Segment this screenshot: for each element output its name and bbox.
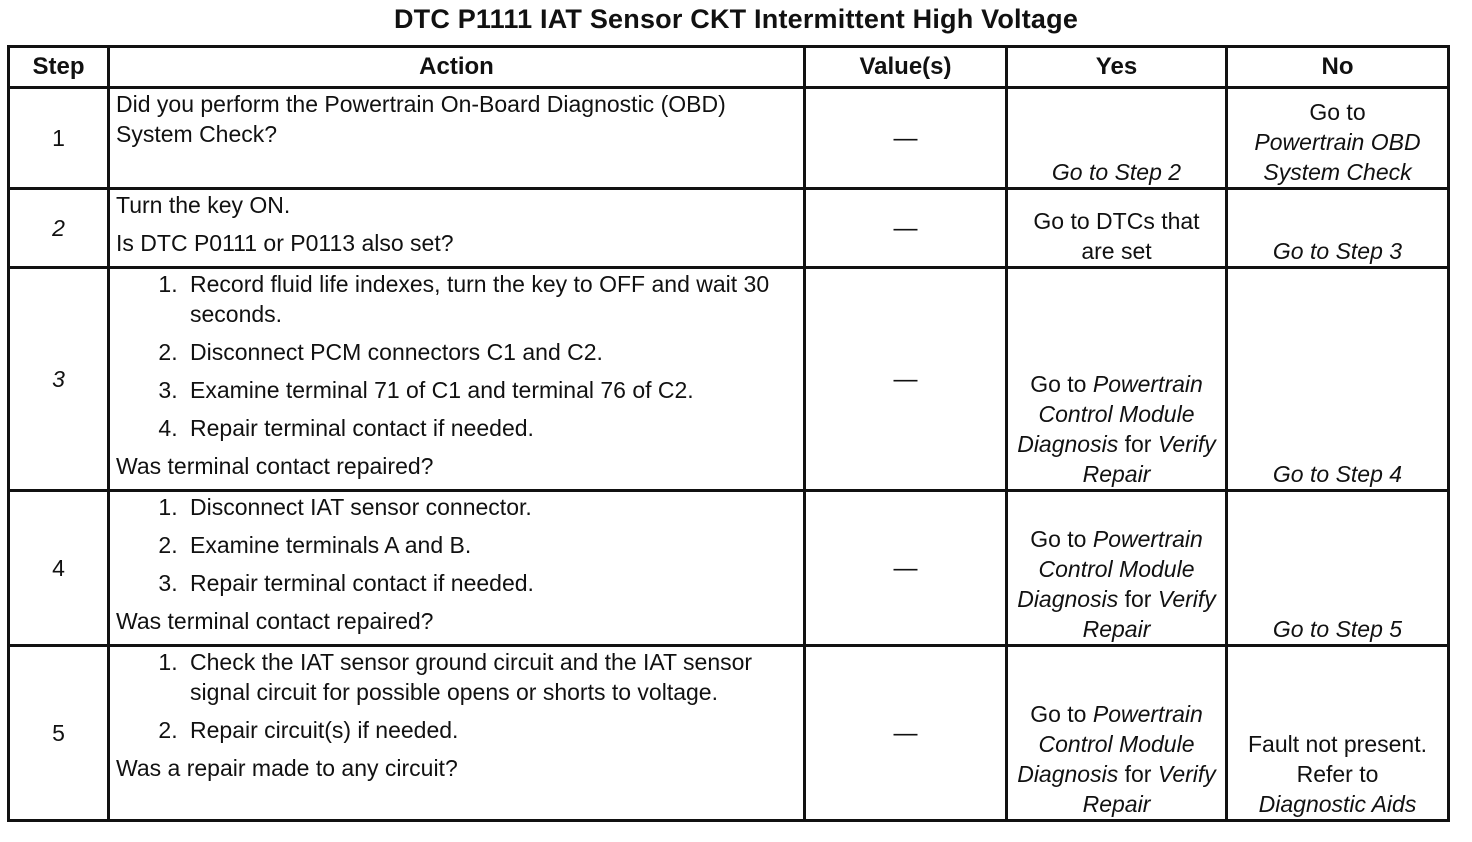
list-item: 2. Examine terminals A and B. [184,530,797,560]
diagnostic-table [7,45,1450,822]
no-link[interactable]: Powertrain OBD System Check [1254,129,1421,185]
yes-link-verify[interactable]: Verify Repair [1082,431,1216,487]
action-cell [109,88,805,189]
yes-cell [1007,646,1227,821]
list-item: 4. Repair terminal contact if needed. [184,413,797,443]
no-prefix: Go to [1309,99,1366,125]
header-step: Step [9,47,109,88]
page-title: DTC P1111 IAT Sensor CKT Intermittent High Voltage [393,4,1079,34]
step-number: 1 [9,88,109,189]
no-cell [1227,268,1449,491]
action-cell [109,268,805,491]
action-cell [109,646,805,821]
no-cell [1227,88,1449,189]
no-link[interactable]: Go to Step 4 [1272,461,1403,487]
action-steps-list [116,647,797,745]
list-item: 3. Examine terminal 71 of C1 and terminal 76 of C2. [184,375,797,405]
list-item: 2. Repair circuit(s) if needed. [184,715,797,745]
step-number: 3 [9,268,109,491]
table-row [9,646,1449,821]
step-number: 4 [9,491,109,646]
step-number: 2 [9,189,109,268]
yes-link-verify[interactable]: Verify Repair [1082,761,1216,817]
table-row [9,88,1449,189]
value-cell [805,189,1007,268]
value-dash: — [893,719,918,747]
value-dash: — [893,554,918,582]
header-action: Action [109,47,805,88]
no-link[interactable]: Go to Step 3 [1272,238,1403,264]
value-cell [805,646,1007,821]
yes-connector: for [1124,761,1152,787]
yes-cell [1007,189,1227,268]
table-row [9,189,1449,268]
header-no: No [1227,47,1449,88]
no-link[interactable]: Go to Step 5 [1272,616,1403,642]
no-prefix: Fault not present. Refer to [1248,731,1427,787]
yes-link-diagnosis[interactable]: Powertrain Control Module Diagnosis [1017,371,1203,457]
yes-cell [1007,491,1227,646]
yes-link-verify[interactable]: Verify Repair [1082,586,1216,642]
table-row [9,491,1449,646]
list-item: 2. Disconnect PCM connectors C1 and C2. [184,337,797,367]
list-item: 3. Repair terminal contact if needed. [184,568,797,598]
yes-connector: for [1124,431,1152,457]
header-value: Value(s) [805,47,1007,88]
value-cell [805,491,1007,646]
action-steps-list [116,492,797,598]
step-number: 5 [9,646,109,821]
value-cell [805,268,1007,491]
table-row [9,268,1449,491]
yes-cell [1007,268,1227,491]
yes-cell [1007,88,1227,189]
no-cell [1227,189,1449,268]
yes-prefix: Go to [1030,526,1087,552]
yes-prefix: Go to [1030,701,1087,727]
action-line: Turn the key ON. [116,192,291,218]
no-cell [1227,491,1449,646]
action-question: Was terminal contact repaired? [116,608,434,634]
action-question: Was a repair made to any circuit? [116,755,458,781]
value-dash: — [893,124,918,152]
action-cell [109,189,805,268]
action-cell [109,491,805,646]
action-steps-list [116,269,797,443]
list-item: 1. Disconnect IAT sensor connector. [184,492,797,522]
action-question: Was terminal contact repaired? [116,453,434,479]
value-cell [805,88,1007,189]
action-question: Is DTC P0111 or P0113 also set? [116,230,454,256]
action-text: Did you perform the Powertrain On-Board Diagnostic (OBD) System Check? [116,91,726,147]
list-item: 1. Record fluid life indexes, turn the key to OFF and wait 30 seconds. [184,269,797,329]
yes-link[interactable]: Go to Step 2 [1051,159,1182,185]
yes-prefix: Go to [1030,371,1087,397]
yes-link-diagnosis[interactable]: Powertrain Control Module Diagnosis [1017,701,1203,787]
value-dash: — [893,214,918,242]
header-row [9,47,1449,88]
value-dash: — [893,365,918,393]
yes-link-diagnosis[interactable]: Powertrain Control Module Diagnosis [1017,526,1203,612]
list-item: 1. Check the IAT sensor ground circuit and the IAT sensor signal circuit for possible opens or shorts to voltage. [184,647,797,707]
no-link[interactable]: Diagnostic Aids [1258,791,1417,817]
no-cell [1227,646,1449,821]
yes-connector: for [1124,586,1152,612]
header-yes: Yes [1007,47,1227,88]
yes-text[interactable]: Go to DTCs that are set [1033,208,1200,264]
